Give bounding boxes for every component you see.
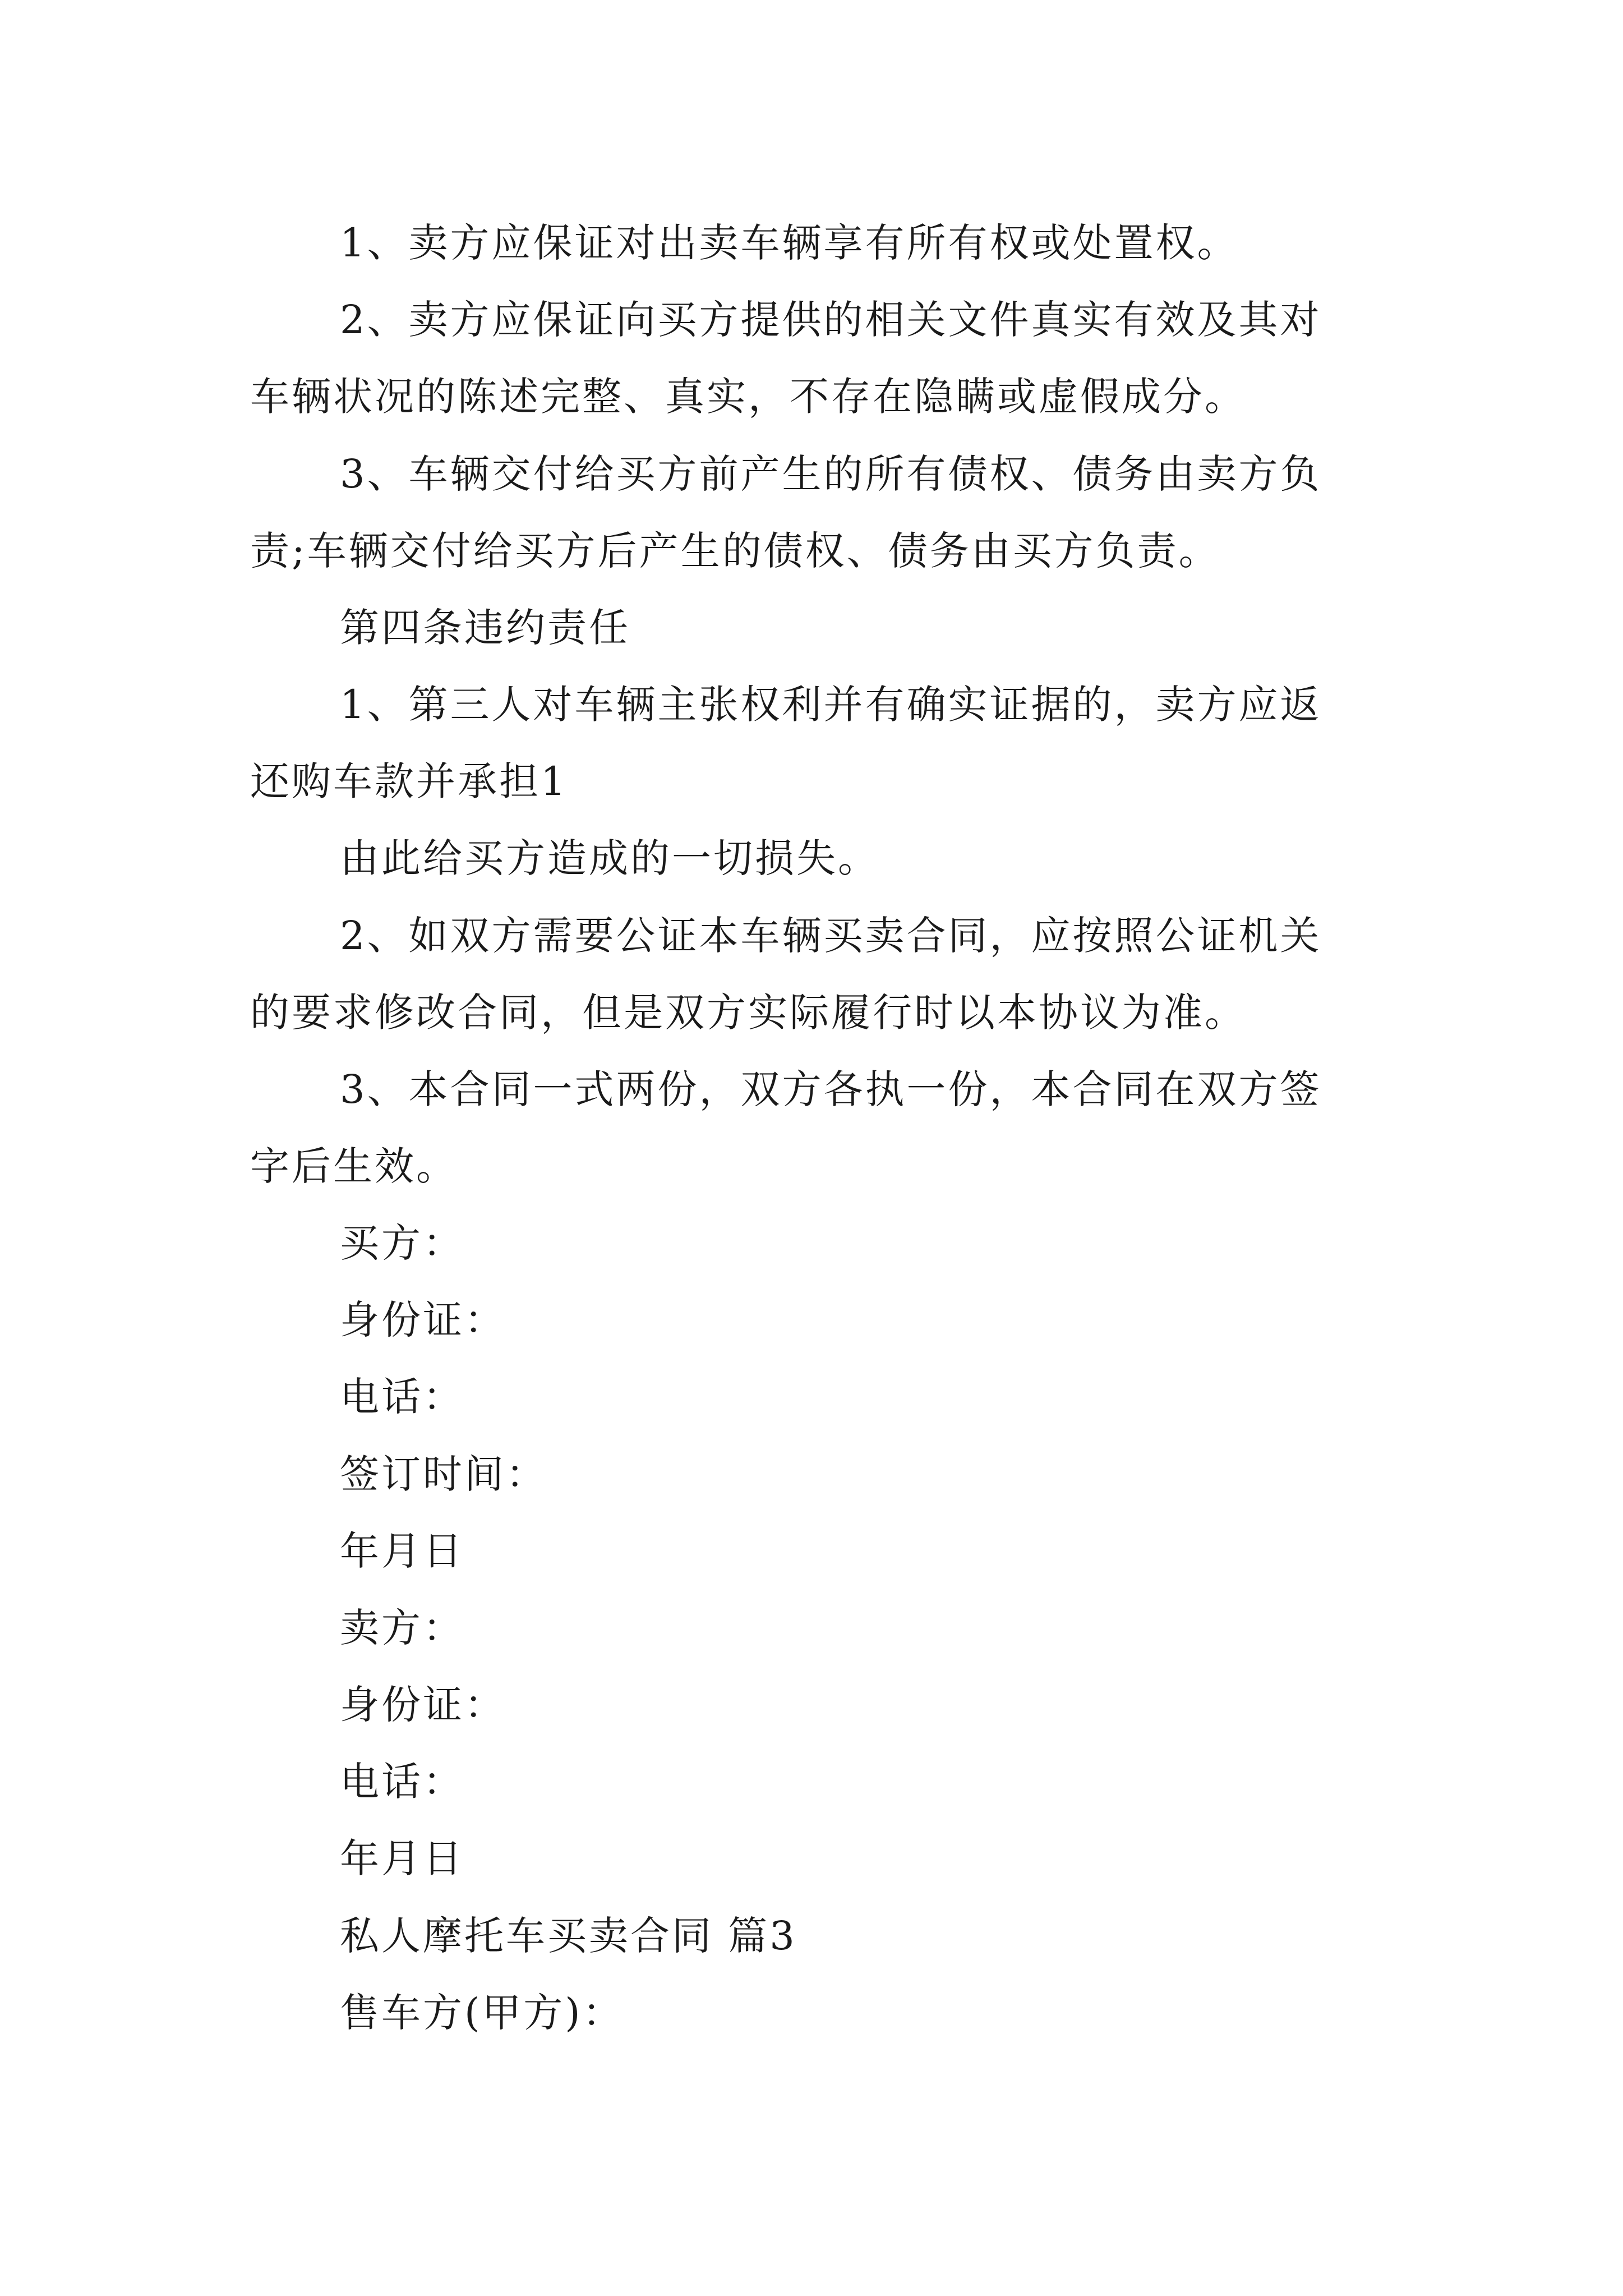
buyer-id-label: 身份证：: [340, 1297, 506, 1343]
section-title: 私人摩托车买卖合同 篇3: [340, 1913, 797, 1959]
text-line: 还购车款并承担1: [250, 758, 568, 804]
text-line: 3、本合同一式两份，双方各执一份，本合同在双方签: [340, 1066, 1322, 1112]
text-line: 1、卖方应保证对出卖车辆享有所有权或处置权。: [340, 220, 1239, 266]
text-line: 车辆状况的陈述完整、真实，不存在隐瞒或虚假成分。: [250, 374, 1246, 420]
buyer-label: 买方：: [340, 1220, 464, 1266]
text-line: 3、车辆交付给买方前产生的所有债权、债务由卖方负: [340, 451, 1322, 497]
seller-label: 卖方：: [340, 1605, 464, 1651]
text-line: 责;车辆交付给买方后产生的债权、债务由买方负责。: [250, 528, 1220, 574]
text-line: 2、如双方需要公证本车辆买卖合同，应按照公证机关: [340, 913, 1322, 959]
seller-phone-label: 电话：: [340, 1759, 464, 1805]
seller-id-label: 身份证：: [340, 1682, 506, 1728]
text-line: 1、第三人对车辆主张权利并有确实证据的，卖方应返: [340, 682, 1322, 728]
date-line: 年月日: [340, 1528, 464, 1574]
signing-time-label: 签订时间：: [340, 1451, 547, 1497]
text-line: 的要求修改合同，但是双方实际履行时以本协议为准。: [250, 990, 1246, 1036]
text-line: 2、卖方应保证向买方提供的相关文件真实有效及其对: [340, 297, 1322, 343]
text-line: 字后生效。: [250, 1143, 458, 1189]
text-line: 由此给买方造成的一切损失。: [340, 835, 879, 881]
date-line: 年月日: [340, 1835, 464, 1881]
party-a-label: 售车方(甲方)：: [340, 1990, 624, 2036]
section-heading: 第四条违约责任: [340, 605, 630, 651]
buyer-phone-label: 电话：: [340, 1374, 464, 1420]
